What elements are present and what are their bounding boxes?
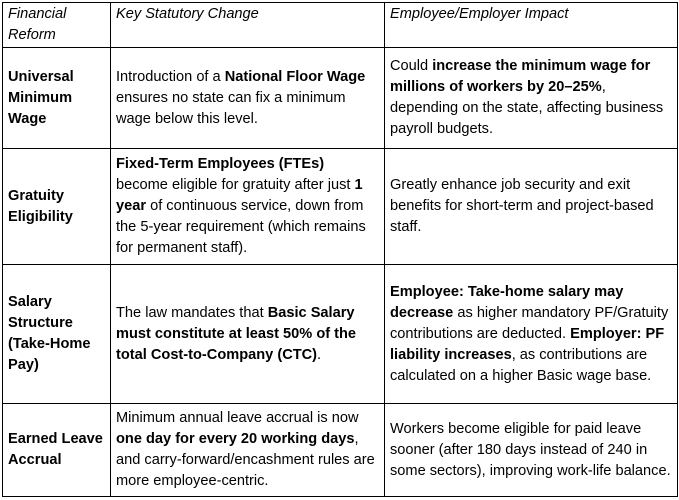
body-text: . bbox=[317, 346, 322, 363]
emphasis-text: Basic Salary must constitute at least 50% of the total Cost-to-Company (CTC) bbox=[116, 304, 357, 363]
table-row bbox=[3, 149, 678, 265]
header-financial-reform: Financial Reform bbox=[3, 3, 111, 48]
body-text: , depending on the state, affecting business payroll budgets. bbox=[390, 79, 664, 137]
header-impact: Employee/Employer Impact bbox=[385, 3, 678, 48]
body-text: Minimum annual leave accrual is now bbox=[116, 410, 359, 426]
reform-name: Gratuity Eligibility bbox=[3, 149, 111, 265]
table-row bbox=[3, 265, 678, 404]
impact bbox=[385, 265, 678, 404]
emphasis-text: National Floor Wage bbox=[224, 68, 366, 85]
body-text: as higher mandatory PF/Gratuity contributions are deducted. bbox=[390, 304, 669, 342]
body-text: , and carry-forward/encashment rules are more employee-centric. bbox=[116, 431, 375, 489]
emphasis-text: increase the minimum wage for millions of workers by 20–25% bbox=[390, 58, 651, 95]
emphasis-text: Employer: PF liability increases bbox=[390, 325, 665, 363]
body-text: The law mandates that bbox=[116, 304, 268, 321]
body-text: of continuous service, down from the 5-year requirement (which remains for permanent staff). bbox=[116, 198, 366, 256]
body-text: Introduction of a bbox=[116, 68, 225, 85]
reform-name: Universal Minimum Wage bbox=[3, 48, 111, 149]
table-row bbox=[3, 48, 678, 149]
reform-name: Salary Structure (Take-Home Pay) bbox=[3, 265, 111, 404]
statutory-change bbox=[111, 404, 385, 497]
reform-table bbox=[2, 2, 678, 497]
body-text: Greatly enhance job security and exit benefits for short-term and project-based staff. bbox=[390, 177, 654, 235]
emphasis-text: 1 year bbox=[116, 177, 363, 214]
impact bbox=[385, 149, 678, 265]
reform-name: Earned Leave Accrual bbox=[3, 404, 111, 497]
table-row bbox=[3, 404, 678, 497]
statutory-change bbox=[111, 48, 385, 149]
body-text: ensures no state can fix a minimum wage below this level. bbox=[116, 89, 346, 127]
impact bbox=[385, 404, 678, 497]
statutory-change bbox=[111, 149, 385, 265]
emphasis-text: one day for every 20 working days bbox=[116, 431, 355, 447]
body-text: Workers become eligible for paid leave sooner (after 180 days instead of 240 in some sectors), improving work-life balance. bbox=[390, 420, 671, 479]
header-key-statutory-change: Key Statutory Change bbox=[111, 3, 385, 48]
statutory-change bbox=[111, 265, 385, 404]
emphasis-text: Employee: Take-home salary may decrease bbox=[390, 283, 624, 321]
body-text: , as contributions are calculated on a higher Basic wage base. bbox=[390, 346, 652, 384]
emphasis-text: Fixed-Term Employees (FTEs) bbox=[116, 156, 325, 172]
impact bbox=[385, 48, 678, 149]
table-header-row bbox=[3, 3, 678, 48]
body-text: become eligible for gratuity after just bbox=[116, 177, 355, 193]
body-text: Could bbox=[390, 58, 433, 74]
